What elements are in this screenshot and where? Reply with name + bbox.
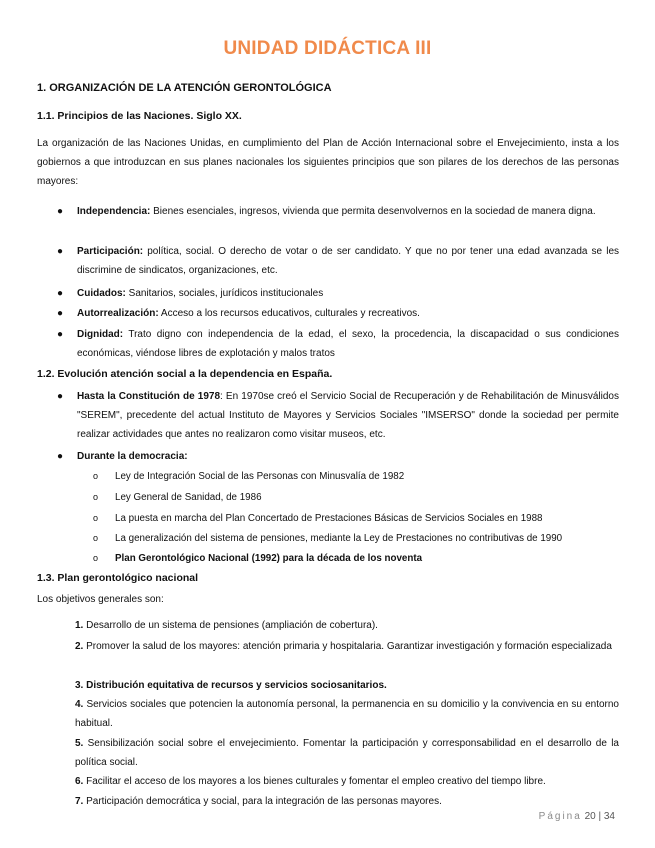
list-item: [57, 304, 619, 323]
objective-item: [75, 616, 619, 635]
sub-item-text: La generalización del sistema de pensiones, mediante la Ley de Prestaciones no contributivas de 1990: [115, 533, 563, 544]
bullet-text: Bienes esenciales, ingresos, vivienda que permita desenvolvernos en la sociedad de manera digna.: [150, 206, 596, 217]
bullet-term: Independencia:: [77, 206, 151, 217]
bullet-text: Trato digno con independencia de la edad, el sexo, la procedencia, la discapacidad o sus condiciones económicas, viéndose libres de explotación y malos tratos: [77, 329, 619, 359]
section-heading-1-1: 1.1. Principios de las Naciones. Siglo XX.: [37, 110, 242, 122]
list-item: [57, 202, 619, 221]
bullet-icon: ●: [57, 391, 64, 402]
page-separator: |: [595, 811, 604, 822]
objective-item: [75, 676, 619, 695]
sub-list-item: [93, 488, 619, 507]
bullet-text: : En 1970se creó el Servicio Social de Recuperación y de Rehabilitación de Minusválidos "SEREM", precedente del actual Instituto de Mayores y Servicios Sociales "IMSERSO" donde la sociedad per permite realizar actividades que antes no realizaron como visitar museos, etc.: [77, 391, 619, 440]
objective-number: 7.: [75, 796, 84, 807]
objective-text: Promover la salud de los mayores: atención primaria y hospitalaria. Garantizar investigación y formación especializada: [83, 641, 612, 652]
objective-text: Desarrollo de un sistema de pensiones (ampliación de cobertura).: [83, 620, 378, 631]
objective-item: [75, 772, 619, 791]
sub-item-text: Ley General de Sanidad, de 1986: [115, 492, 262, 503]
sub-list-item: [93, 467, 619, 486]
objective-number: 5.: [75, 738, 84, 749]
circle-bullet-icon: o: [93, 471, 99, 481]
intro-paragraph: La organización de las Naciones Unidas, en cumplimiento del Plan de Acción Internacional sobre el Envejecimiento, insta a los gobiernos a que introduzcan en sus planes nacionales los siguientes principios que son pilares de los derechos de las personas mayores:: [37, 138, 619, 187]
footer-label: Página: [538, 811, 582, 822]
bullet-icon: ●: [57, 451, 64, 462]
sub-list-item: [93, 549, 619, 568]
objective-item: [75, 637, 619, 656]
objective-item: [75, 792, 619, 811]
sub-item-text: Plan Gerontológico Nacional (1992) para la década de los noventa: [115, 553, 423, 564]
bullet-term: Durante la democracia:: [77, 451, 188, 462]
bullet-icon: ●: [57, 308, 64, 319]
section-heading-1: 1. ORGANIZACIÓN DE LA ATENCIÓN GERONTOLÓGICA: [37, 82, 332, 94]
objective-number: 2.: [75, 641, 84, 652]
objective-text: Servicios sociales que potencien la autonomía personal, la permanencia en su domicilio y la convivencia en su entorno habitual.: [75, 699, 619, 729]
objectives-intro: Los objetivos generales son:: [37, 594, 164, 605]
sub-item-text: Ley de Integración Social de las Personas con Minusvalía de 1982: [115, 471, 405, 482]
objective-number: 4.: [75, 699, 84, 710]
circle-bullet-icon: o: [93, 492, 99, 502]
bullet-term: Hasta la Constitución de 1978: [77, 391, 221, 402]
bullet-term: Autorrealización:: [77, 308, 159, 319]
list-item: [57, 242, 619, 280]
page-footer: [539, 811, 615, 822]
bullet-term: Dignidad:: [77, 329, 124, 340]
sub-item-text: La puesta en marcha del Plan Concertado de Prestaciones Básicas de Servicios Sociales en 1988: [115, 513, 543, 524]
page-number: 20: [584, 811, 596, 822]
sub-list-item: [93, 509, 619, 528]
objective-text: Participación democrática y social, para la integración de las personas mayores.: [83, 796, 442, 807]
circle-bullet-icon: o: [93, 513, 99, 523]
objective-text: Distribución equitativa de recursos y servicios sociosanitarios.: [83, 680, 387, 691]
sub-list-item: [93, 529, 619, 548]
list-item: [57, 447, 619, 466]
objective-text: Sensibilización social sobre el envejecimiento. Fomentar la participación y corresponsabilidad en el desarrollo de la política social.: [75, 738, 619, 768]
bullet-icon: ●: [57, 329, 64, 340]
objective-number: 6.: [75, 776, 84, 787]
bullet-icon: ●: [57, 206, 64, 217]
circle-bullet-icon: o: [93, 553, 99, 563]
circle-bullet-icon: o: [93, 533, 99, 543]
section-heading-1-2: 1.2. Evolución atención social a la dependencia en España.: [37, 368, 333, 380]
objective-item: [75, 695, 619, 733]
bullet-icon: ●: [57, 288, 64, 299]
objective-number: 1.: [75, 620, 84, 631]
bullet-icon: ●: [57, 246, 64, 257]
page-total: 34: [603, 811, 615, 822]
bullet-text: Acceso a los recursos educativos, culturales y recreativos.: [158, 308, 420, 319]
bullet-term: Participación:: [77, 246, 144, 257]
section-heading-1-3: 1.3. Plan gerontológico nacional: [37, 572, 199, 584]
list-item: [57, 325, 619, 363]
objective-number: 3.: [75, 680, 84, 691]
list-item: [57, 387, 619, 444]
bullet-text: Sanitarios, sociales, jurídicos institucionales: [125, 288, 324, 299]
bullet-term: Cuidados:: [77, 288, 126, 299]
list-item: [57, 284, 619, 303]
bullet-text: política, social. O derecho de votar o de ser candidato. Y que no por tener una edad avanzada se les discrimine de sindicatos, organizaciones, etc.: [77, 246, 619, 276]
objective-text: Facilitar el acceso de los mayores a los bienes culturales y fomentar el empleo creativo del tiempo libre.: [83, 776, 546, 787]
objective-item: [75, 734, 619, 772]
document-title: UNIDAD DIDÁCTICA III: [223, 38, 432, 59]
